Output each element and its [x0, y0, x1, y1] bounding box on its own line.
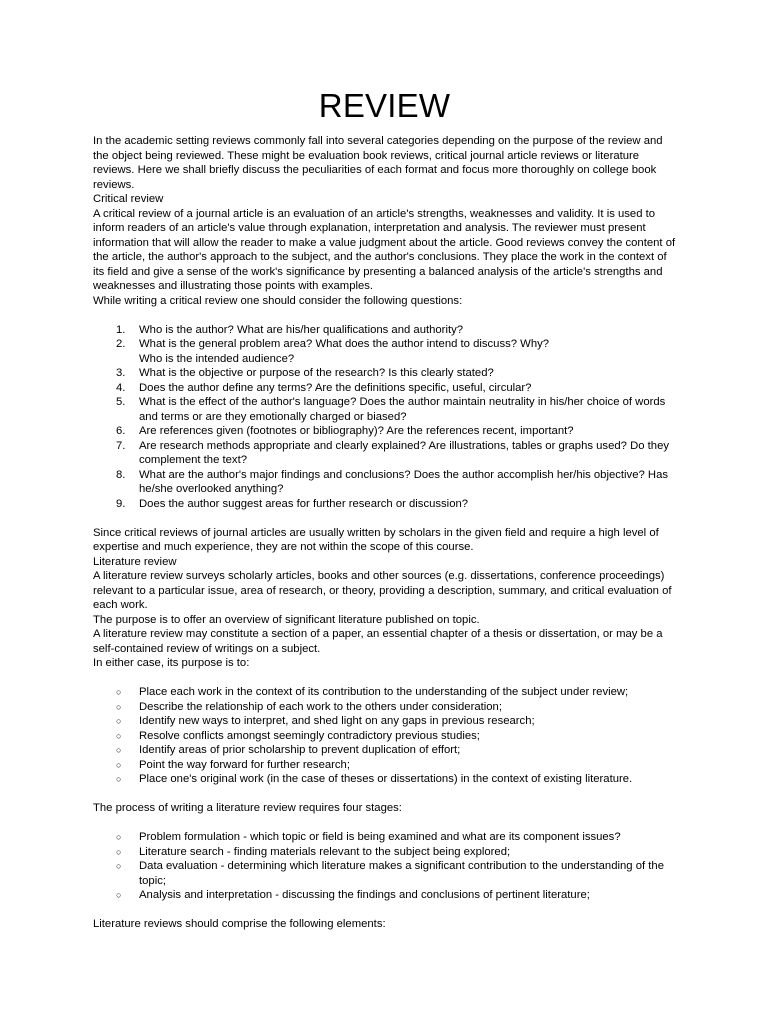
list-item: Are research methods appropriate and clearly explained? Are illustrations, tables or graphs used? Do they complement the text? [139, 439, 669, 466]
critical-review-heading: Critical review [93, 193, 164, 205]
list-item: ○ Literature search - finding materials relevant to the subject being explored; [139, 845, 676, 860]
purpose-intro: In either case, its purpose is to: [93, 657, 250, 669]
list-item: What is the general problem area? What does the author intend to discuss? Why? Who is the intended audience? [139, 338, 550, 365]
page-title: REVIEW [318, 87, 451, 124]
questions-list [93, 323, 676, 512]
purpose-sentence: The purpose is to offer an overview of significant literature published on topic. [93, 613, 480, 626]
literature-review-paragraph: A literature review surveys scholarly articles, books and other sources (e.g. dissertations, conference proceedings) relevant to a particular issue, area of research, or theory, providing a description, summary, and critical evaluation of each work. [93, 570, 672, 611]
list-item: What are the author's major findings and conclusions? Does the author accomplish her/his objective? Has he/she overlooked anything? [139, 468, 669, 495]
list-item: ○ Analysis and interpretation - discussing the findings and conclusions of pertinent literature; [139, 888, 676, 903]
elements-intro: Literature reviews should comprise the following elements: [93, 918, 386, 930]
list-item: ○ Data evaluation - determining which literature makes a significant contribution to the understanding of the topic; [139, 859, 676, 888]
list-item: ○ Identify areas of prior scholarship to prevent duplication of effort; [139, 743, 676, 758]
intro-paragraph: In the academic setting reviews commonly fall into several categories depending on the purpose of the review and the object being reviewed. These might be evaluation book reviews, critical journal article reviews or literature reviews. Here we shall briefly discuss the peculiarities of each format and focus more thoroughly on college book reviews. [93, 135, 663, 191]
list-item: What is the effect of the author's language? Does the author maintain neutrality in his/her choice of words and terms or are they emotionally charged or biased? [139, 396, 666, 423]
spacer [93, 816, 676, 831]
questions-intro: While writing a critical review one should consider the following questions: [93, 294, 463, 307]
list-item: What is the objective or purpose of the research? Is this clearly stated? [139, 367, 494, 379]
spacer [93, 903, 676, 918]
spacer [93, 308, 676, 323]
list-item: ○ Identify new ways to interpret, and shed light on any gaps in previous research; [139, 714, 676, 729]
constitute-sentence: A literature review may constitute a section of a paper, an essential chapter of a thesis or dissertation, or may be a self-contained review of writings on a subject. [93, 628, 663, 655]
list-item: Are references given (footnotes or bibliography)? Are the references recent, important? [139, 425, 574, 437]
literature-review-heading: Literature review [93, 555, 177, 568]
critical-review-paragraph: A critical review of a journal article is an evaluation of an article's strengths, weaknesses and validity. It is used to inform readers of an article's value through explanation, interpretation and analysis. The reviewer must present information that will allow the reader to make a value judgment about the article. Good reviews convey the content of the article, the author's approach to the subject, and the author's conclusions. They place the work in the context of its field and give a sense of the work's significance by presenting a balanced analysis of the article's strengths and weaknesses and illustrating those points with examples. [93, 207, 676, 292]
scope-note: Since critical reviews of journal articles are usually written by scholars in the given field and require a high level of expertise and much experience, they are not within the scope of this course. [93, 526, 659, 553]
list-item: ○ Resolve conflicts amongst seemingly contradictory previous studies; [139, 729, 676, 744]
purposes-list [93, 685, 676, 787]
stages-intro: The process of writing a literature review requires four stages: [93, 802, 402, 814]
spacer [93, 671, 676, 686]
list-item: ○ Describe the relationship of each work to the others under consideration; [139, 700, 676, 715]
list-item: Does the author define any terms? Are the definitions specific, useful, circular? [139, 381, 532, 394]
stages-list [93, 830, 676, 903]
list-item: ○ Place one's original work (in the case of theses or dissertations) in the context of existing literature. [139, 772, 676, 787]
list-item: ○ Point the way forward for further research; [139, 758, 676, 773]
list-item: ○ Place each work in the context of its contribution to the understanding of the subject under review; [139, 685, 676, 700]
list-item: ○ Problem formulation - which topic or field is being examined and what are its component issues? [139, 830, 676, 845]
list-item: Who is the author? What are his/her qualifications and authority? [139, 323, 464, 336]
spacer [93, 511, 676, 526]
spacer [93, 787, 676, 802]
list-item: Does the author suggest areas for further research or discussion? [139, 497, 469, 510]
